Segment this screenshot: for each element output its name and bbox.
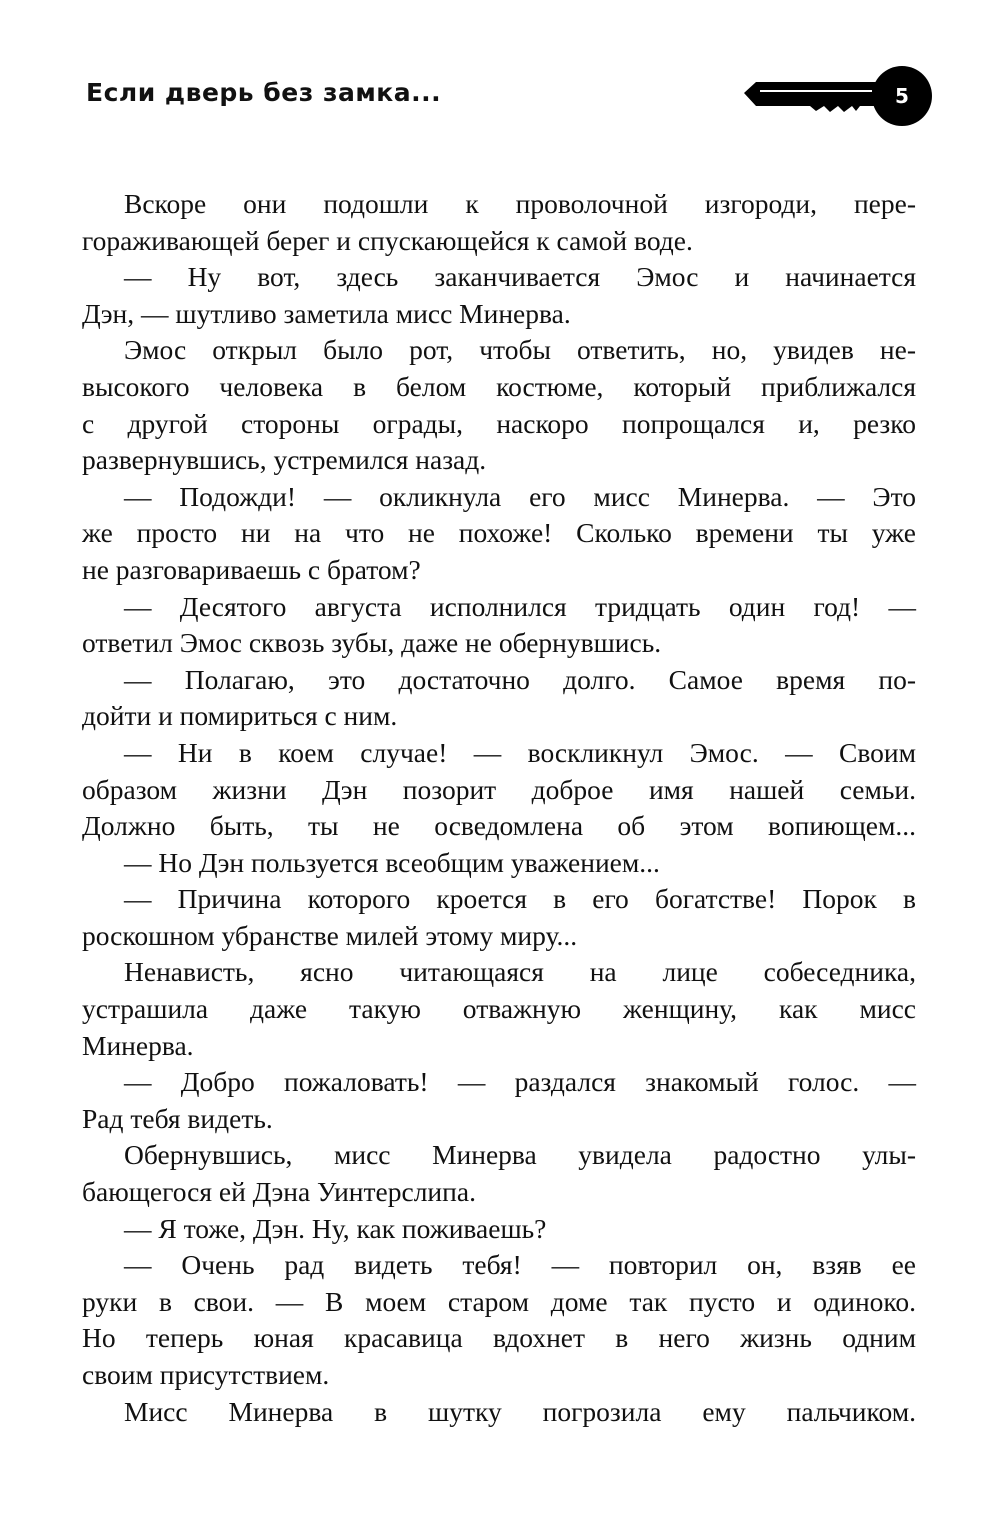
text-line: гораживающей берег и спускающейся к самой воде. xyxy=(82,224,693,256)
text-line: — Десятого августа исполнился тридцать один год! — xyxy=(124,590,916,622)
text-line: своим присутствием. xyxy=(82,1359,330,1390)
text-line: — Я тоже, Дэн. Ну, как поживаешь? xyxy=(124,1212,547,1244)
running-header-title: Если дверь без замка... xyxy=(86,78,442,107)
text-line: Рад тебя видеть. xyxy=(82,1102,273,1134)
text-line: Обернувшись, мисс Минерва увидела радостно улы- xyxy=(124,1139,916,1171)
body-text xyxy=(82,186,916,1430)
text-line: — Ни в коем случае! — воскликнул Эмос. — Своим xyxy=(124,736,916,768)
text-line: же просто ни на что не похоже! Сколько времени ты уже xyxy=(82,517,916,549)
page-number-badge xyxy=(742,60,932,132)
text-line: — Подожди! — окликнула его мисс Минерва. — Это xyxy=(124,480,916,512)
text-line: — Полагаю, это достаточно долго. Самое время по- xyxy=(124,663,916,695)
text-line: высокого человека в белом костюме, который приближался xyxy=(82,370,916,402)
text-line: Вскоре они подошли к проволочной изгороди, пере- xyxy=(124,188,916,219)
text-line: Эмос открыл было рот, чтобы ответить, но, увидев не- xyxy=(124,334,916,366)
text-line: — Но Дэн пользуется всеобщим уважением... xyxy=(124,846,660,878)
text-line: не разговариваешь с братом? xyxy=(82,553,421,585)
text-line: Но теперь юная красавица вдохнет в него жизнь одним xyxy=(82,1322,916,1354)
page-number: 5 xyxy=(895,84,909,108)
text-line: образом жизни Дэн позорит доброе имя нашей семьи. xyxy=(82,773,916,805)
text-line: руки в свои. — В моем старом доме так пусто и одиноко. xyxy=(82,1285,916,1317)
text-line: развернувшись, устремился назад. xyxy=(82,444,487,476)
text-line: Должно быть, ты не осведомлена об этом вопиющем... xyxy=(82,810,916,842)
text-line: дойти и помириться с ним. xyxy=(82,700,398,732)
text-line: роскошном убранстве милей этому миру... xyxy=(82,919,578,951)
text-line: — Очень рад видеть тебя! — повторил он, взяв ее xyxy=(124,1249,916,1281)
text-line: — Причина которого кроется в его богатстве! Порок в xyxy=(124,883,916,915)
text-line: — Добро пожаловать! — раздался знакомый голос. — xyxy=(124,1066,916,1098)
text-line: Мисс Минерва в шутку погрозила ему пальчиком. xyxy=(124,1395,916,1427)
text-line: устрашила даже такую отважную женщину, как мисс xyxy=(82,993,916,1025)
text-line: с другой стороны ограды, наскоро попрощался и, резко xyxy=(82,407,916,439)
text-line: бающегося ей Дэна Уинтерслипа. xyxy=(82,1176,476,1208)
text-line: Дэн, — шутливо заметила мисс Минерва. xyxy=(82,297,571,329)
text-line: Ненависть, ясно читающаяся на лице собеседника, xyxy=(124,956,916,988)
text-line: ответил Эмос сквозь зубы, даже не обернувшись. xyxy=(82,627,662,659)
text-line: Минерва. xyxy=(82,1029,194,1061)
text-line: — Ну вот, здесь заканчивается Эмос и начинается xyxy=(124,261,916,293)
